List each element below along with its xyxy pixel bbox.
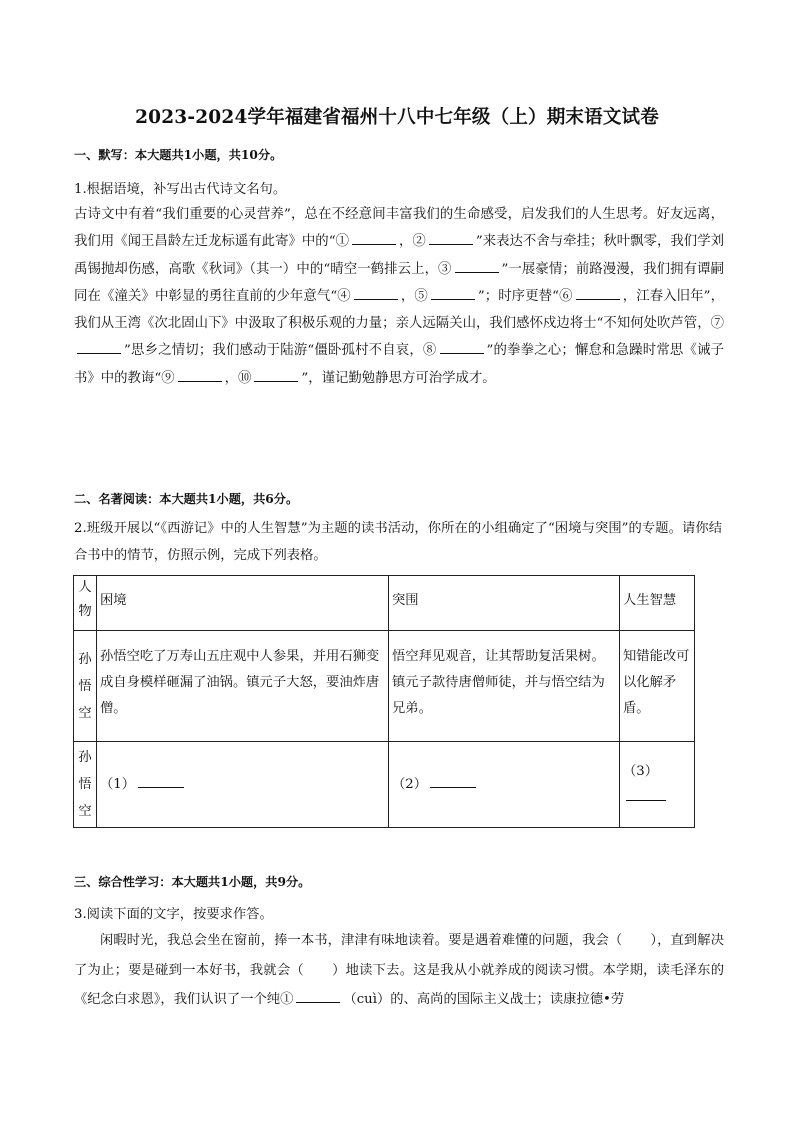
- table-row: [74, 631, 695, 742]
- answer-label-3: （3）: [623, 763, 659, 779]
- passage-text: （cuì）的、高尚的国际主义战士；读康拉德•劳: [343, 992, 625, 1007]
- cell-answer-3[interactable]: [620, 742, 695, 828]
- answer-blank-9[interactable]: [178, 367, 222, 381]
- passage-text: ”；时序更替“⑥: [477, 288, 573, 304]
- section-2-heading: 二、名著阅读：本大题共1小题，共6分。: [74, 492, 299, 506]
- passage-text: ，江春入旧年”，我们从王湾《次北固山下》中汲取了积极乐观的力量；亲人远隔关山，我们感怀戍边将士“不知何处吹芦管，⑦: [74, 288, 724, 332]
- passage-text: ”一展豪情；前路漫漫，我们拥有谭嗣同在《潼关》中彰显的勇往直前的少年意气“④: [74, 261, 724, 304]
- cell-breakout: 悟空拜见观音，让其帮助复活果树。镇元子款待唐僧师徒，并与悟空结为兄弟。: [389, 631, 620, 742]
- question-3-passage: [74, 926, 724, 1015]
- answer-blank-table-2[interactable]: [430, 773, 476, 787]
- passage-text: ，⑩: [224, 370, 252, 386]
- passage-text: ）地读下去。这是我从小就养成的阅读习惯。本学期，读毛泽东的《纪念白求恩》，我们认识了一个纯①: [74, 962, 725, 1007]
- cell-answer-2[interactable]: [389, 742, 620, 828]
- answer-blank-3[interactable]: [455, 258, 499, 272]
- section-1-heading: 一、默写：本大题共1小题，共10分。: [74, 148, 283, 162]
- answer-blank-1[interactable]: [352, 231, 396, 245]
- cell-wisdom: 知错能改可以化解矛盾。: [620, 631, 695, 742]
- header-breakout: 突围: [389, 576, 620, 631]
- answer-blank-2[interactable]: [429, 231, 473, 245]
- cell-person: 孙悟空: [74, 631, 97, 742]
- cell-answer-1[interactable]: [97, 742, 389, 828]
- header-wisdom: 人生智慧: [620, 576, 695, 631]
- table-header-row: [74, 576, 695, 631]
- passage-text: ”，谨记勤勉静思方可治学成才。: [301, 370, 496, 386]
- passage-text: ”来表达不舍与牵挂；秋叶飘零，我们学刘禹锡抛却伤感，高歌《秋词》（其一）中的“晴空一鹤排云上，③: [74, 234, 724, 277]
- answer-blank-4[interactable]: [354, 286, 398, 300]
- answer-blank-table-1[interactable]: [138, 773, 184, 787]
- answer-blank-cui[interactable]: [296, 989, 340, 1003]
- passage-text: ，②: [399, 234, 426, 250]
- section-3-heading: 三、综合性学习：本大题共1小题，共9分。: [74, 875, 311, 889]
- answer-blank-5[interactable]: [431, 286, 475, 300]
- answer-blank-table-3[interactable]: [626, 786, 666, 800]
- answer-blank-8[interactable]: [440, 340, 484, 354]
- passage-text: ），直到解决了为止；要是碰到一本好书，我就会（: [74, 933, 724, 978]
- question-2-prompt: 2.班级开展以“《西游记》中的人生智慧”为主题的读书活动，你所在的小组确定了“困境与突围”的专题。请你结合书中的情节，仿照示例，完成下列表格。: [74, 521, 722, 564]
- answer-label-1: （1）: [100, 776, 136, 792]
- reading-table: [73, 575, 695, 828]
- question-1-passage: [74, 201, 724, 392]
- answer-blank-7[interactable]: [77, 340, 121, 354]
- question-1-prompt: 1.根据语境，补写出古代诗文名句。: [74, 182, 287, 197]
- answer-blank-10[interactable]: [254, 367, 298, 381]
- passage-text: ，⑤: [400, 288, 428, 304]
- header-person: 人物: [74, 576, 97, 631]
- answer-label-2: （2）: [392, 776, 428, 792]
- page-title: 2023-2024学年福建省福州十八中七年级（上）期末语文试卷: [135, 107, 659, 128]
- answer-blank-6[interactable]: [576, 286, 620, 300]
- cell-dilemma: 孙悟空吃了万寿山五庄观中人参果，并用石狮变成自身模样砸漏了油锅。镇元子大怒，要油炸唐僧。: [97, 631, 389, 742]
- cell-person: 孙悟空: [74, 742, 97, 828]
- passage-text: ”的拳拳之心；懈怠和急躁时常思《诫子书》中的教诲“⑨: [74, 343, 724, 386]
- passage-text: 古诗文中有着“我们重要的心灵营养”，总在不经意间丰富我们的生命感受，启发我们的人生思考。好友远离，我们用《闻王昌龄左迁龙标遥有此寄》中的“①: [74, 207, 724, 250]
- table-row: [74, 742, 695, 828]
- header-dilemma: 困境: [97, 576, 389, 631]
- question-3-prompt: 3.阅读下面的文字，按要求作答。: [74, 907, 273, 922]
- passage-text: 闲暇时光，我总会坐在窗前，捧一本书，津津有味地读着。要是遇着难懂的问题，我会（: [100, 933, 623, 948]
- passage-text: ”思乡之情切；我们感动于陆游“僵卧孤村不自哀，⑧: [124, 343, 437, 359]
